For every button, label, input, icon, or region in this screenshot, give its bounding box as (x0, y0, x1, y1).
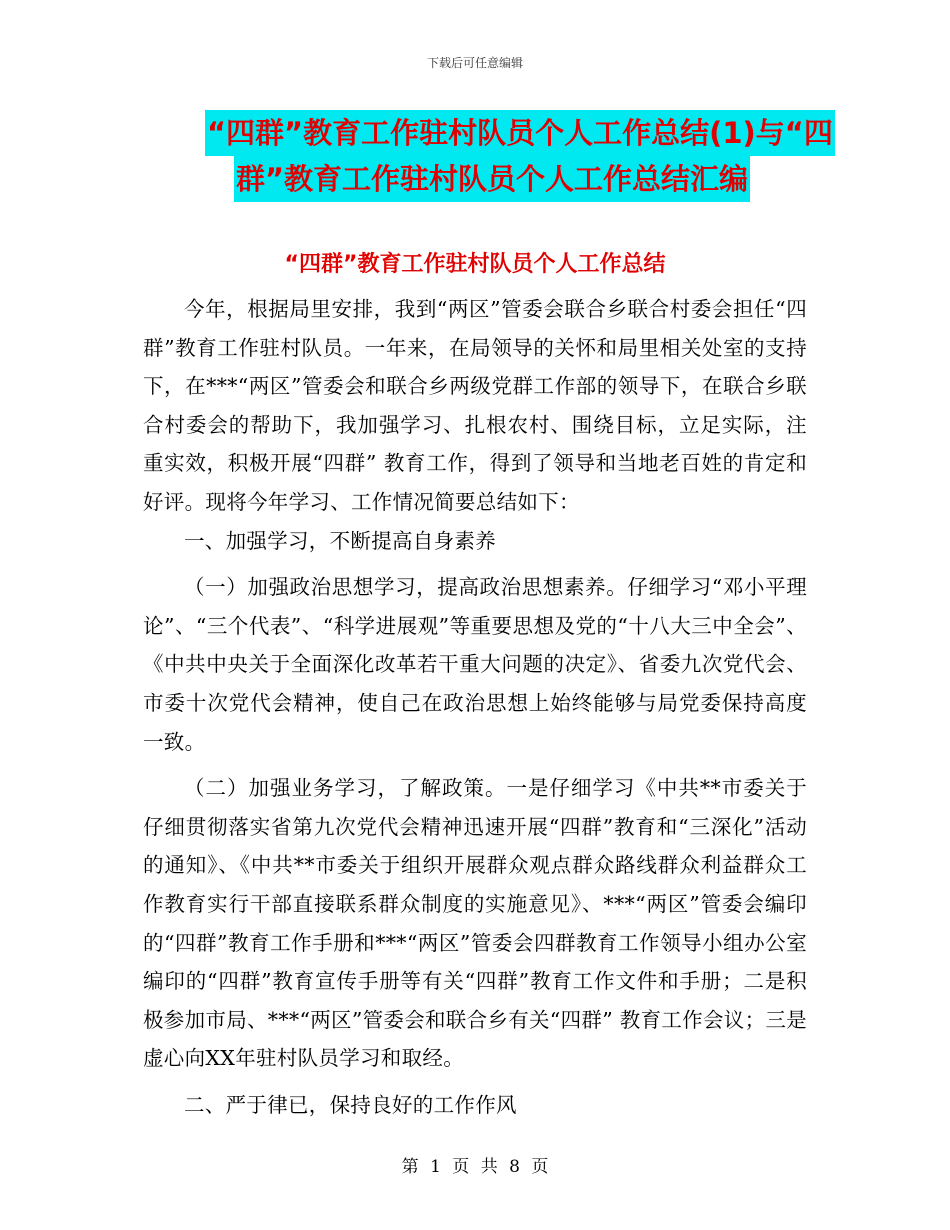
page-number: 第 1 页 共 8 页 (401, 1157, 549, 1177)
title-line-1-text: “四群”教育工作驻村队员个人工作总结(1)与“四 (205, 110, 835, 156)
section-title: “四群”教育工作驻村队员个人工作总结 (284, 252, 666, 277)
paragraph-political-study: （一）加强政治思想学习，提高政治思想素养。仔细学习“邓小平理论”、“三个代表”、“科学进展观”等重要思想及党的“十八大三中全会”、《中共中央关于全面深化改革若干重大问题的决定》、省委九次党代会、市委十次党代会精神，使自己在政治思想上始终能够与局党委保持高度一致。 (143, 575, 807, 754)
title-line-2 (0, 154, 950, 200)
document-body (143, 290, 807, 1124)
header-note: 下载后可任意编辑 (426, 56, 523, 70)
document-title (0, 108, 950, 200)
title-line-1 (0, 108, 950, 154)
paragraph-business-study: （二）加强业务学习，了解政策。一是仔细学习《中共**市委关于仔细贯彻落实省第九次党代会精神迅速开展“四群”教育和“三深化”活动的通知》、《中共**市委关于组织开展群众观点群众路线群众利益群众工作教育实行干部直接联系群众制度的实施意见》、***“两区”管委会编印的“四群”教育工作手册和***“两区”管委会四群教育工作领导小组办公室编印的“四群”教育宣传手册等有关“四群”教育工作文件和手册；二是积极参加市局、***“两区”管委会和联合乡有关“四群” 教育工作会议；三是虚心向XX年驻村队员学习和取经。 (143, 776, 807, 1071)
title-line-2-text: 群”教育工作驻村队员个人工作总结汇编 (234, 156, 750, 202)
paragraph-intro: 今年，根据局里安排，我到“两区”管委会联合乡联合村委会担任“四群”教育工作驻村队员。一年来，在局领导的关怀和局里相关处室的支持下，在***“两区”管委会和联合乡两级党群工作部的领导下，在联合乡联合村委会的帮助下，我加强学习、扎根农村、围绕目标，立足实际，注重实效，积极开展“四群” 教育工作，得到了领导和当地老百姓的肯定和好评。现将今年学习、工作情况简要总结如下： (143, 297, 807, 514)
heading-section-2: 二、严于律已，保持良好的工作作风 (184, 1092, 517, 1117)
heading-section-1: 一、加强学习，不断提高自身素养 (184, 528, 496, 553)
